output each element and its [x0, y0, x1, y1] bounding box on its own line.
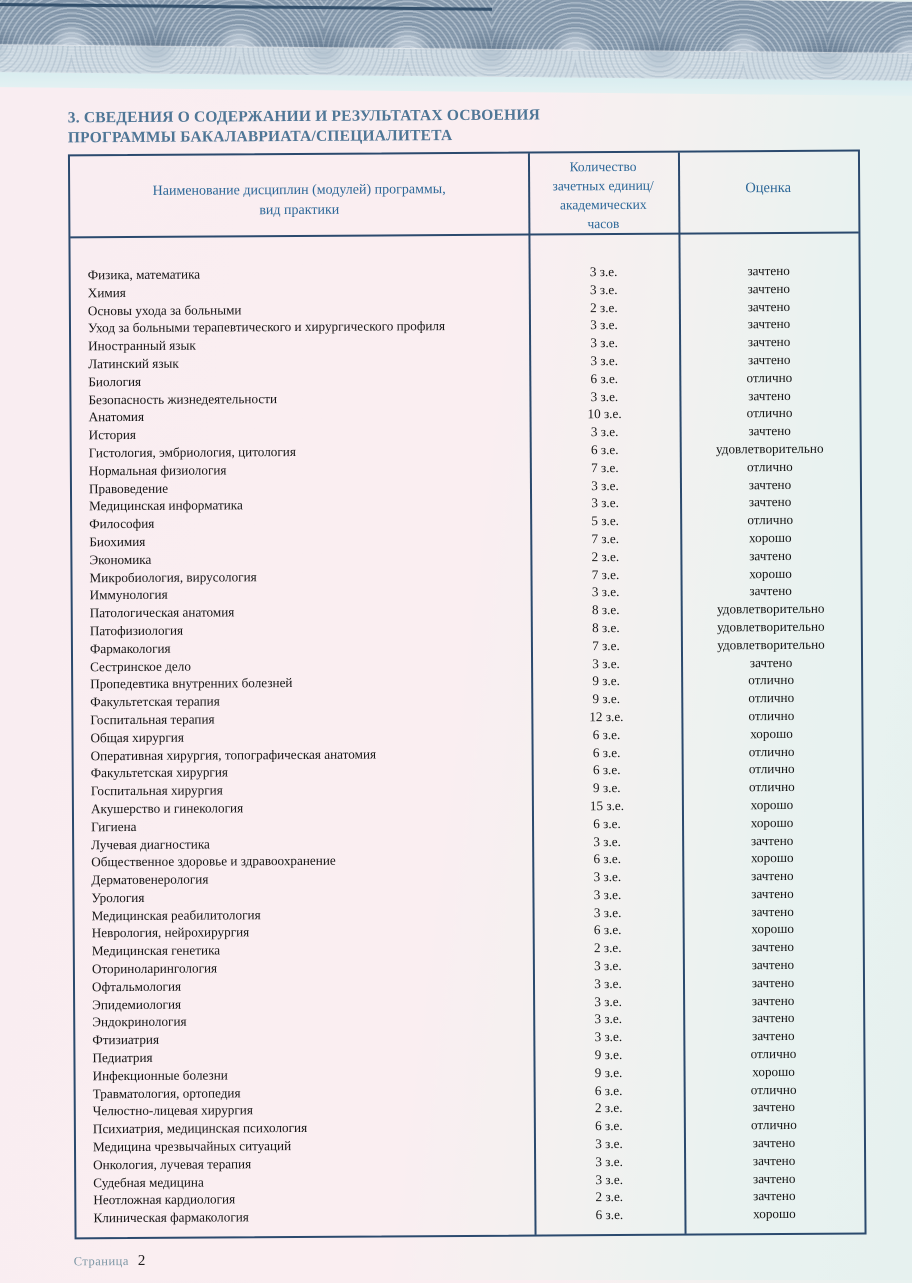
discipline-name: Дерматовенерология — [91, 871, 209, 888]
credits-value: 7 з.е. — [592, 637, 620, 653]
credits-value: 3 з.е. — [590, 353, 619, 369]
credits-value: 5 з.е. — [591, 513, 620, 529]
discipline-name: Эндокринология — [92, 1014, 187, 1030]
grade-value: отлично — [750, 1046, 797, 1062]
credits-value: 2 з.е. — [590, 299, 618, 315]
credits-value: 9 з.е. — [592, 691, 621, 707]
discipline-name: Микробиология, вирусология — [89, 568, 257, 585]
grade-value: отлично — [748, 690, 795, 706]
credits-value: 9 з.е. — [592, 780, 621, 796]
section-title — [68, 104, 768, 148]
credits-value: 6 з.е. — [595, 1207, 624, 1223]
credits-value: 6 з.е. — [595, 1118, 623, 1134]
header-credits: Количество зачетных единиц/ академических часов — [552, 158, 654, 232]
discipline-name: Эпидемиология — [92, 996, 182, 1012]
grade-value: отлично — [747, 512, 794, 528]
header-grade: Оценка — [745, 179, 792, 197]
discipline-name: Общественное здоровье и здравоохранение — [91, 853, 336, 870]
discipline-name: Сестринское дело — [90, 658, 191, 674]
section-title-line2: ПРОГРАММЫ БАКАЛАВРИАТА/СПЕЦИАЛИТЕТА — [67, 127, 453, 147]
grade-value: зачтено — [751, 903, 794, 919]
discipline-name: Патологическая анатомия — [89, 604, 235, 621]
discipline-name: Травматология, ортопедия — [92, 1084, 241, 1101]
discipline-name: Патофизиология — [89, 622, 184, 639]
credits-value: 3 з.е. — [592, 655, 620, 671]
discipline-name: Иммунология — [89, 587, 168, 603]
credits-value: 3 з.е. — [593, 869, 622, 885]
grade-value: зачтено — [748, 494, 792, 510]
grade-value: зачтено — [749, 654, 793, 670]
discipline-name: Иностранный язык — [88, 337, 196, 354]
grade-value: зачтено — [748, 423, 791, 439]
grade-value: зачтено — [747, 351, 791, 368]
grade-value: зачтено — [751, 957, 795, 973]
page-number: 2 — [137, 1252, 146, 1269]
credits-value: 3 з.е. — [594, 958, 622, 974]
grade-value: отлично — [748, 672, 795, 688]
grade-value: удовлетворительно — [716, 600, 825, 617]
grade-value: отлично — [748, 707, 795, 724]
grade-value: зачтено — [751, 868, 794, 884]
grade-value: отлично — [746, 405, 793, 421]
section-title-line1: 3. СВЕДЕНИЯ О СОДЕРЖАНИИ И РЕЗУЛЬТАТАХ ОСВОЕНИЯ — [67, 106, 541, 127]
credits-value: 7 з.е. — [591, 530, 620, 547]
credits-value: 6 з.е. — [593, 922, 622, 938]
credits-value: 3 з.е. — [594, 1029, 623, 1045]
credits-value: 3 з.е. — [590, 424, 619, 440]
credits-value: 3 з.е. — [589, 281, 618, 297]
credits-value: 7 з.е. — [591, 459, 619, 475]
grade-value: зачтено — [747, 262, 790, 279]
discipline-name: Факультетская терапия — [90, 693, 220, 710]
grade-value: зачтено — [747, 298, 791, 314]
grade-value: хорошо — [753, 1206, 796, 1222]
discipline-name: Экономика — [89, 551, 152, 567]
grade-value: зачтено — [750, 832, 794, 848]
credits-value: 6 з.е. — [592, 762, 621, 778]
discipline-name: Неотложная кардиология — [93, 1191, 236, 1208]
grade-value: отлично — [746, 369, 793, 386]
credits-value: 3 з.е. — [595, 1136, 623, 1152]
credits-value: 12 з.е. — [589, 708, 624, 725]
discipline-name: Анатомия — [88, 409, 145, 425]
discipline-name: Латинский язык — [88, 355, 179, 372]
credits-value: 8 з.е. — [591, 602, 620, 618]
grade-value: отлично — [748, 743, 795, 759]
grade-value: удовлетворительно — [717, 618, 825, 635]
credits-value: 3 з.е. — [591, 495, 619, 511]
discipline-name: Пропедевтика внутренних болезней — [90, 675, 293, 692]
discipline-name: Химия — [87, 284, 126, 301]
discipline-name: Факультетская хирургия — [90, 764, 228, 781]
grade-value: зачтено — [753, 1188, 796, 1204]
credits-value: 3 з.е. — [593, 904, 622, 920]
discipline-name: Урология — [91, 889, 145, 906]
discipline-name: Фармакология — [89, 640, 171, 656]
grade-value: зачтено — [747, 280, 791, 297]
credits-value: 2 з.е. — [594, 1100, 623, 1116]
discipline-name: Биохимия — [89, 533, 146, 550]
discipline-name: Онкология, лучевая терапия — [93, 1156, 252, 1173]
table-row — [76, 1205, 864, 1228]
discipline-name: Судебная медицина — [93, 1174, 204, 1190]
grade-value: зачтено — [752, 1134, 796, 1151]
discipline-name: Педиатрия — [92, 1049, 153, 1066]
discipline-name: Офтальмология — [91, 978, 182, 995]
discipline-name: Общая хирургия — [90, 729, 184, 745]
credits-value: 3 з.е. — [593, 833, 621, 849]
discipline-name: Медицина чрезвычайных ситуаций — [92, 1138, 292, 1155]
discipline-name: Безопасность жизнедеятельности — [88, 390, 278, 407]
grade-value: хорошо — [750, 814, 794, 830]
grade-value: хорошо — [748, 529, 792, 546]
grade-value: удовлетворительно — [715, 440, 824, 457]
grade-value: хорошо — [751, 921, 795, 937]
table-header — [70, 152, 858, 239]
discipline-name: Акушерство и гинекология — [90, 800, 244, 817]
discipline-name: Правоведение — [88, 480, 169, 496]
discipline-name: Оперативная хирургия, топографическая анатомия — [90, 746, 377, 763]
grade-value: зачтено — [749, 547, 792, 563]
grade-value: хорошо — [749, 565, 792, 581]
discipline-name: Основы ухода за больными — [87, 301, 242, 318]
credits-value: 3 з.е. — [591, 584, 620, 600]
discipline-name: Медицинская информатика — [89, 497, 243, 514]
grade-value: зачтено — [751, 885, 794, 902]
grade-value: отлично — [748, 761, 795, 777]
grade-value: зачтено — [752, 1170, 796, 1186]
grade-value: отлично — [746, 458, 793, 474]
discipline-name: Медицинская реабилитология — [91, 906, 261, 923]
credits-value: 9 з.е. — [594, 1064, 623, 1081]
grade-value: хорошо — [752, 1063, 795, 1080]
credits-value: 3 з.е. — [594, 975, 622, 992]
page-footer-label: Страница — [73, 1254, 129, 1269]
table-body — [70, 236, 864, 1238]
header-discipline: Наименование дисциплин (модулей) программы, вид практики — [152, 182, 446, 219]
discipline-name: Неврология, нейрохирургия — [91, 924, 250, 941]
discipline-name: Психиатрия, медицинская психология — [92, 1120, 308, 1137]
credits-value: 8 з.е. — [592, 619, 620, 636]
grade-value: зачтено — [751, 974, 795, 991]
credits-value: 3 з.е. — [595, 1153, 623, 1170]
discipline-name: Физика, математика — [87, 266, 201, 283]
grade-value: хорошо — [750, 725, 793, 741]
credits-value: 3 з.е. — [593, 886, 622, 903]
grade-value: хорошо — [750, 796, 794, 813]
credits-value: 3 з.е. — [595, 1171, 624, 1187]
grade-value: зачтено — [749, 583, 792, 599]
discipline-name: Философия — [89, 516, 155, 532]
discipline-name: Госпитальная терапия — [90, 711, 215, 728]
credits-value: 6 з.е. — [592, 744, 621, 760]
grade-value: зачтено — [751, 939, 795, 955]
credits-value: 2 з.е. — [595, 1189, 624, 1205]
grade-value: зачтено — [752, 1152, 796, 1169]
discipline-name: Гистология, эмбриология, цитология — [88, 443, 296, 461]
credits-value: 3 з.е. — [594, 1011, 623, 1027]
grade-value: отлично — [750, 1117, 797, 1133]
credits-value: 15 з.е. — [589, 797, 625, 814]
discipline-name: Челюстно-лицевая хирургия — [92, 1102, 253, 1119]
credits-value: 7 з.е. — [591, 566, 620, 582]
grade-value: удовлетворительно — [717, 636, 825, 653]
credits-value: 3 з.е. — [590, 335, 618, 351]
credits-value: 2 з.е. — [591, 548, 620, 564]
credits-value: 3 з.е. — [589, 264, 618, 280]
credits-value: 9 з.е. — [594, 1047, 623, 1063]
credits-value: 9 з.е. — [592, 673, 620, 689]
grade-value: зачтено — [747, 316, 791, 332]
grade-value: зачтено — [747, 334, 791, 350]
grade-value: зачтено — [752, 1028, 795, 1044]
discipline-name: Инфекционные болезни — [92, 1067, 228, 1084]
discipline-name: Оториноларингология — [91, 960, 218, 977]
credits-value: 3 з.е. — [590, 388, 619, 404]
credits-value: 3 з.е. — [594, 993, 622, 1009]
disciplines-table — [68, 150, 867, 1240]
discipline-name: Нормальная физиология — [88, 462, 227, 479]
discipline-name: Госпитальная хирургия — [90, 782, 223, 799]
credits-value: 6 з.е. — [592, 726, 621, 742]
discipline-name: Уход за больными терапевтического и хирургического профиля — [87, 318, 446, 336]
credits-value: 2 з.е. — [593, 940, 622, 956]
discipline-name: Медицинская генетика — [91, 942, 221, 959]
credits-value: 3 з.е. — [590, 317, 618, 333]
discipline-name: Лучевая диагностика — [91, 836, 210, 852]
discipline-name: Биология — [88, 373, 142, 390]
credits-value: 6 з.е. — [593, 815, 621, 831]
credits-value: 6 з.е. — [590, 441, 619, 458]
credits-value: 6 з.е. — [594, 1082, 623, 1098]
discipline-name: Фтизиатрия — [92, 1032, 160, 1048]
grade-value: зачтено — [751, 992, 795, 1008]
page-footer — [74, 1252, 146, 1270]
credits-value: 6 з.е. — [590, 370, 619, 386]
credits-value: 6 з.е. — [593, 851, 622, 867]
grade-value: зачтено — [752, 1099, 796, 1115]
grade-value: зачтено — [748, 387, 791, 403]
credits-value: 10 з.е. — [587, 406, 622, 422]
grade-value: отлично — [750, 1081, 797, 1097]
grade-value: хорошо — [750, 850, 794, 866]
credits-value: 3 з.е. — [591, 477, 619, 493]
grade-value: зачтено — [748, 476, 792, 492]
discipline-name: Клиническая фармакология — [93, 1209, 249, 1226]
discipline-name: История — [88, 427, 136, 443]
grade-value: зачтено — [751, 1010, 795, 1026]
grade-value: отлично — [748, 779, 795, 795]
discipline-name: Гигиена — [90, 818, 137, 834]
